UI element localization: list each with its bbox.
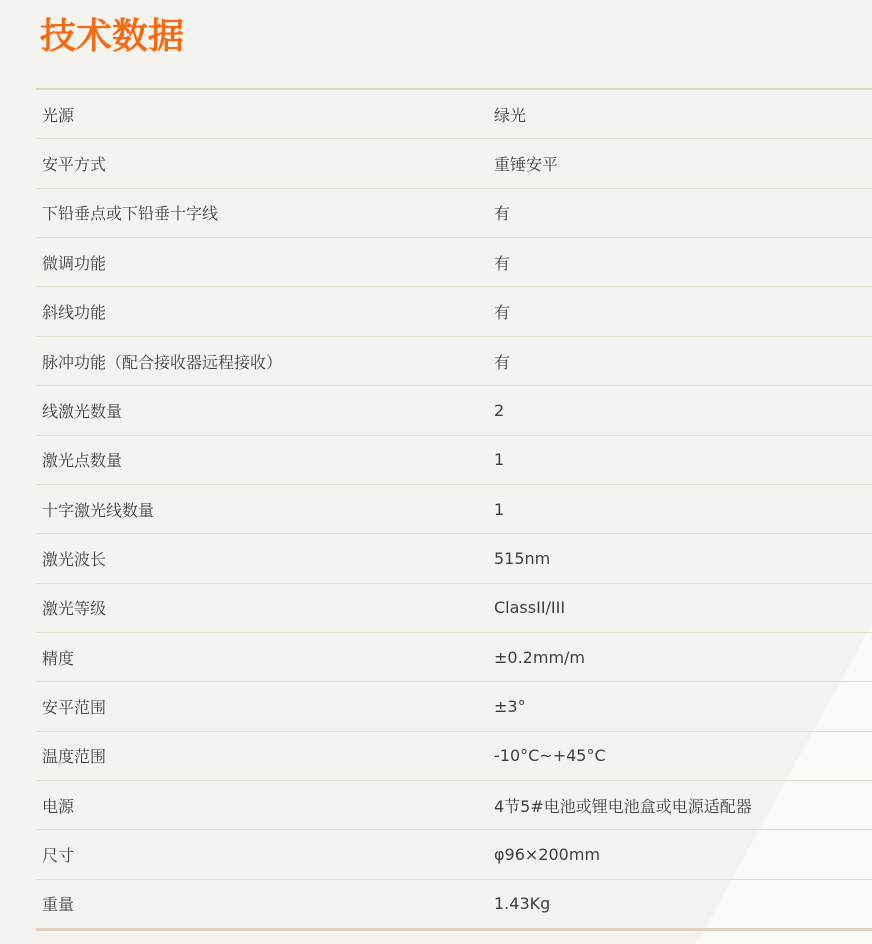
spec-label: 重量 xyxy=(42,895,75,915)
spec-row xyxy=(36,189,872,238)
spec-row xyxy=(36,880,872,928)
spec-row xyxy=(36,386,872,435)
spec-value: 1.43Kg xyxy=(494,894,551,914)
spec-label: 激光波长 xyxy=(42,549,107,569)
spec-section xyxy=(0,16,872,931)
spec-row xyxy=(36,436,872,485)
spec-label: 脉冲功能（配合接收器远程接收） xyxy=(42,352,283,372)
spec-value: 1 xyxy=(494,499,505,519)
page-title: 技术数据 xyxy=(40,16,185,57)
spec-row xyxy=(36,337,872,386)
spec-value: 有 xyxy=(494,352,511,372)
spec-value: 有 xyxy=(494,204,511,224)
spec-label: 光源 xyxy=(42,105,75,125)
spec-label: 微调功能 xyxy=(42,253,107,273)
spec-value: ±0.2mm/m xyxy=(494,647,585,667)
spec-label: 电源 xyxy=(42,796,75,816)
spec-row xyxy=(36,732,872,781)
spec-label: 下铅垂点或下铅垂十字线 xyxy=(42,204,219,224)
spec-row xyxy=(36,633,872,682)
spec-value: 有 xyxy=(494,253,511,273)
spec-label: 斜线功能 xyxy=(42,303,107,323)
spec-label: 安平方式 xyxy=(42,155,107,175)
spec-value: 重锤安平 xyxy=(494,155,559,175)
spec-label: 激光等级 xyxy=(42,599,107,619)
spec-row xyxy=(36,238,872,287)
spec-row xyxy=(36,682,872,731)
spec-label: 温度范围 xyxy=(42,747,107,767)
spec-label: 安平范围 xyxy=(42,697,107,717)
spec-value: ClassII/III xyxy=(494,598,566,618)
spec-value: -10°C~+45°C xyxy=(494,746,606,766)
spec-label: 尺寸 xyxy=(42,845,75,865)
spec-value: ±3° xyxy=(494,696,526,716)
spec-table xyxy=(36,88,872,931)
spec-value: 2 xyxy=(494,400,505,420)
spec-row xyxy=(36,781,872,830)
spec-row xyxy=(36,90,872,139)
spec-row xyxy=(36,584,872,633)
spec-row xyxy=(36,485,872,534)
spec-value: 515nm xyxy=(494,548,551,568)
spec-row xyxy=(36,287,872,336)
spec-value: 绿光 xyxy=(494,105,527,125)
spec-label: 激光点数量 xyxy=(42,451,123,471)
spec-row xyxy=(36,139,872,188)
spec-row xyxy=(36,534,872,583)
spec-label: 十字激光线数量 xyxy=(42,500,155,520)
spec-label: 精度 xyxy=(42,648,75,668)
spec-value: 有 xyxy=(494,303,511,323)
spec-label: 线激光数量 xyxy=(42,401,123,421)
spec-value: 4节5#电池或锂电池盒或电源适配器 xyxy=(494,796,752,816)
spec-value: φ96×200mm xyxy=(494,844,601,864)
spec-value: 1 xyxy=(494,450,505,470)
spec-row xyxy=(36,830,872,879)
